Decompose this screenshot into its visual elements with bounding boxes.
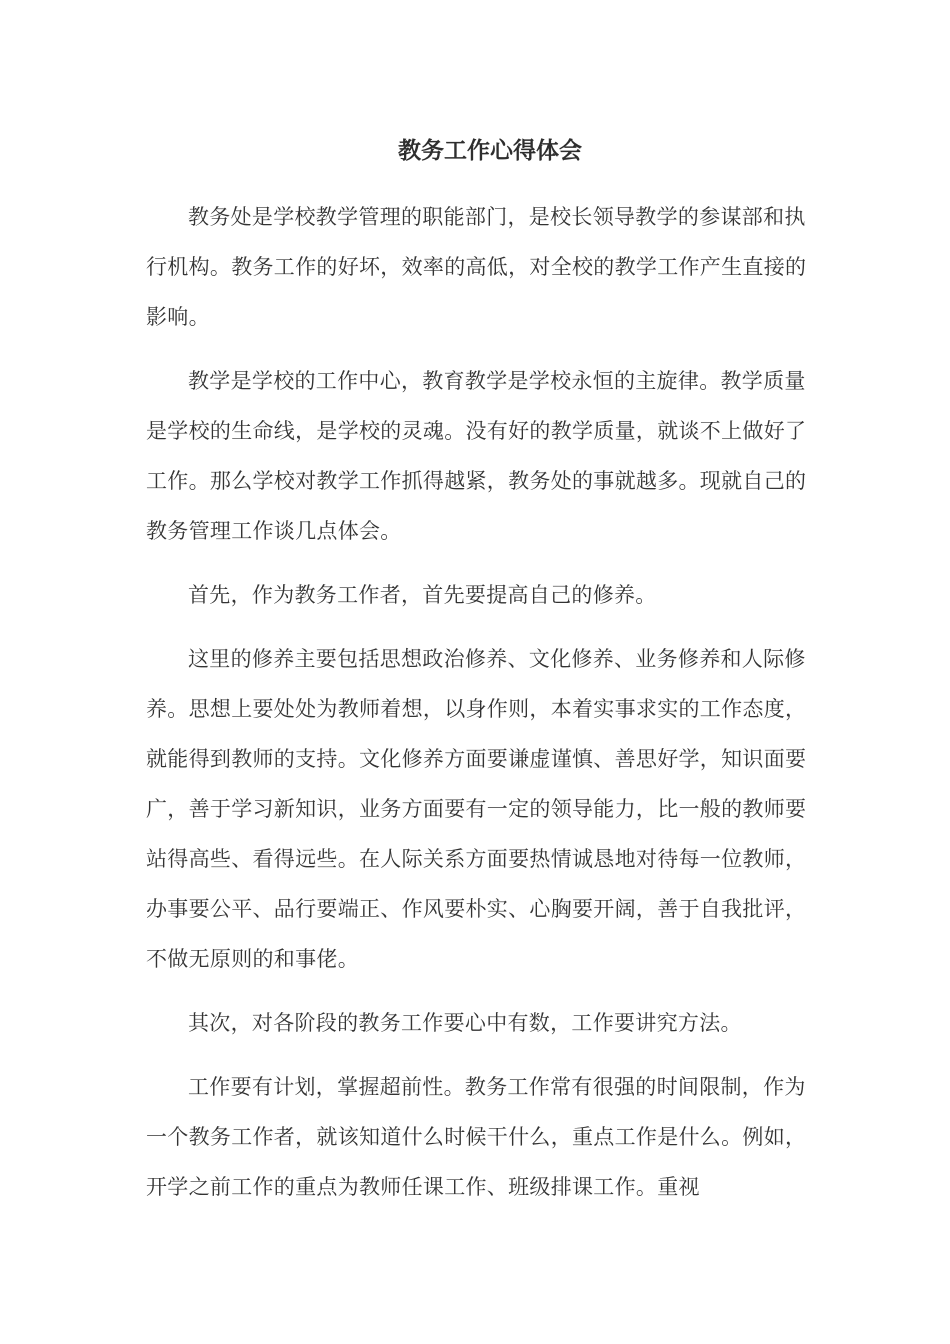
- paragraph-1: 教务处是学校教学管理的职能部门，是校长领导教学的参谋部和执行机构。教务工作的好坏，效率的高低，对全校的教学工作产生直接的影响。: [146, 205, 807, 329]
- paragraph-2: 教学是学校的工作中心，教育教学是学校永恒的主旋律。教学质量是学校的生命线，是学校的灵魂。没有好的教学质量，就谈不上做好了工作。那么学校对教学工作抓得越紧，教务处的事就越多。现就自己的教务管理工作谈几点体会。: [146, 369, 807, 543]
- document-body: [146, 192, 816, 1226]
- paragraph-5: 其次，对各阶段的教务工作要心中有数，工作要讲究方法。: [188, 1011, 742, 1035]
- paragraph-6: 工作要有计划，掌握超前性。教务工作常有很强的时间限制，作为一个教务工作者，就该知道什么时候干什么，重点工作是什么。例如，开学之前工作的重点为教师任课工作、班级排课工作。重视: [146, 1075, 807, 1199]
- paragraph-3: 首先，作为教务工作者，首先要提高自己的修养。: [188, 583, 657, 607]
- document-title: 教务工作心得体会: [398, 137, 582, 164]
- paragraph-4: 这里的修养主要包括思想政治修养、文化修养、业务修养和人际修养。思想上要处处为教师着想，以身作则，本着实事求实的工作态度，就能得到教师的支持。文化修养方面要谦虚谨慎、善思好学，知识面要广，善于学习新知识，业务方面要有一定的领导能力，比一般的教师要站得高些、看得远些。在人际关系方面要热情诚恳地对待每一位教师，办事要公平、品行要端正、作风要朴实、心胸要开阔，善于自我批评，不做无原则的和事佬。: [146, 647, 807, 971]
